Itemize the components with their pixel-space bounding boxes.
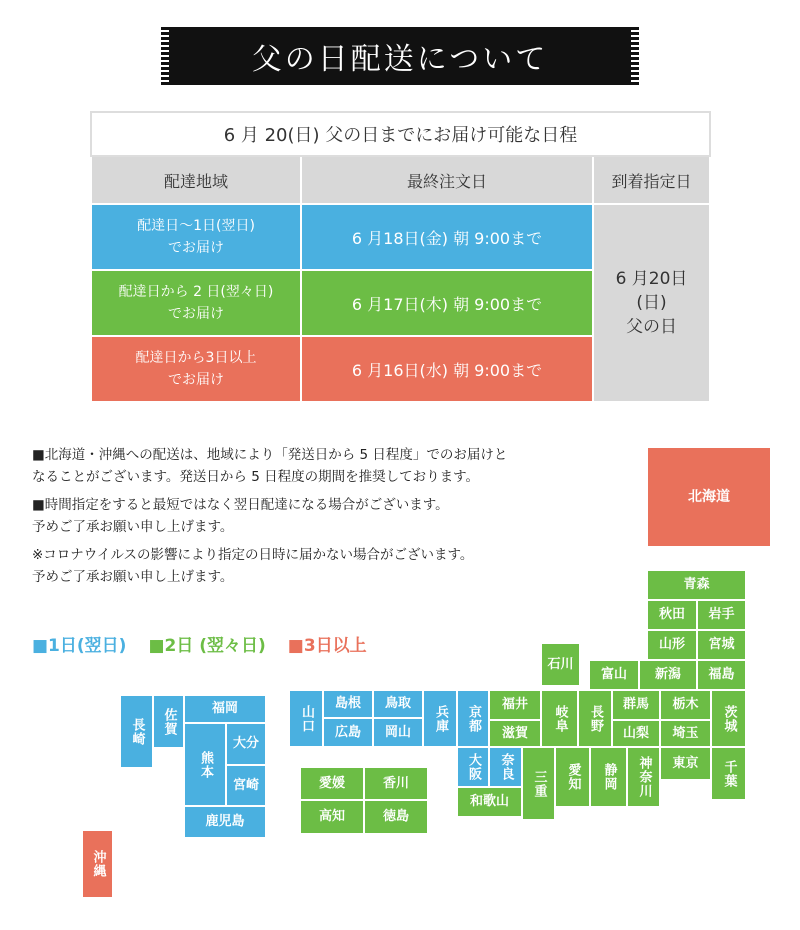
legend-blue: ■1日(翌日) [32, 636, 127, 656]
area-label: 配達日〜1日(翌日) [137, 218, 255, 234]
pref-okayama: 岡山 [373, 718, 423, 747]
header-area: 配達地域 [91, 156, 301, 204]
header-deadline: 最終注文日 [301, 156, 593, 204]
pref-yamagata: 山形 [647, 630, 697, 660]
pref-kyoto: 京都 [457, 690, 489, 747]
pref-nagasaki: 長崎 [120, 695, 153, 768]
pref-aichi: 愛知 [555, 747, 590, 807]
pref-shimane: 島根 [323, 690, 373, 718]
arrival-day: (日) [636, 293, 667, 313]
table-caption: 6 月 20(日) 父の日までにお届け可能な日程 [91, 112, 710, 156]
pref-kumamoto: 熊本 [184, 723, 226, 806]
pref-tottori: 鳥取 [373, 690, 423, 718]
pref-nagano: 長野 [578, 690, 612, 747]
pref-yamanashi: 山梨 [612, 720, 660, 747]
area-label: でお届け [168, 372, 224, 388]
pref-nara: 奈良 [489, 747, 522, 787]
pref-niigata: 新潟 [639, 660, 697, 690]
area-cell [91, 204, 301, 270]
pref-toyama: 富山 [589, 660, 639, 690]
pref-chiba: 千葉 [711, 747, 746, 800]
arrival-date: 6 月20日 [615, 269, 688, 289]
pref-shizuoka: 静岡 [590, 747, 627, 807]
deadline-cell: 6 月16日(水) 朝 9:00まで [301, 336, 593, 402]
pref-fukuoka: 福岡 [184, 695, 266, 723]
pref-tokyo: 東京 [660, 747, 711, 780]
deadline-cell: 6 月18日(金) 朝 9:00まで [301, 204, 593, 270]
pref-fukushima: 福島 [697, 660, 746, 690]
pref-miyazaki: 宮崎 [226, 765, 266, 806]
area-label: 配達日から 2 日(翌々日) [118, 284, 274, 300]
pref-ehime: 愛媛 [300, 767, 364, 800]
pref-wakayama: 和歌山 [457, 787, 522, 817]
legend [32, 631, 367, 656]
area-cell [91, 270, 301, 336]
delivery-schedule-table [90, 111, 711, 403]
area-label: でお届け [168, 240, 224, 256]
pref-kanagawa: 神奈川 [627, 747, 660, 807]
note-text: ■時間指定をすると最短ではなく翌日配達になる場合がございます。 予めご了承お願い申し上げます。 [32, 497, 449, 535]
pref-saitama: 埼玉 [660, 720, 711, 747]
pref-kochi: 高知 [300, 800, 364, 834]
table-row [91, 204, 710, 270]
pref-ishikawa: 石川 [541, 643, 580, 686]
arrival-cell [593, 204, 710, 402]
pref-mie: 三重 [522, 747, 555, 820]
pref-shiga: 滋賀 [489, 720, 541, 747]
pref-oita: 大分 [226, 723, 266, 765]
pref-ibaraki: 茨城 [711, 690, 746, 747]
area-label: 配達日から3日以上 [135, 350, 257, 366]
header-arrival: 到着指定日 [593, 156, 710, 204]
pref-gunma: 群馬 [612, 690, 660, 720]
legend-green: ■2日 (翌々日) [148, 636, 266, 656]
pref-aomori: 青森 [647, 570, 746, 600]
pref-iwate: 岩手 [697, 600, 746, 630]
pref-hyogo: 兵庫 [423, 690, 457, 747]
pref-tokushima: 徳島 [364, 800, 428, 834]
pref-miyagi: 宮城 [697, 630, 746, 660]
area-cell [91, 336, 301, 402]
deadline-cell: 6 月17日(木) 朝 9:00まで [301, 270, 593, 336]
pref-yamaguchi: 山口 [289, 690, 323, 747]
pref-akita: 秋田 [647, 600, 697, 630]
area-label: でお届け [168, 306, 224, 322]
pref-osaka: 大阪 [457, 747, 489, 787]
pref-saga: 佐賀 [153, 695, 184, 748]
note-text: ※コロナウイルスの影響により指定の日時に届かない場合がございます。 予めご了承お願い申し上げます。 [32, 547, 474, 585]
page-title: 父の日配送について [165, 27, 635, 85]
note-text: ■北海道・沖縄への配送は、地域により「発送日から 5 日程度」でのお届けと なることがございます。発送日から 5 日程度の期間を推奨しております。 [32, 447, 508, 485]
pref-gifu: 岐阜 [541, 690, 578, 747]
pref-okinawa: 沖縄 [82, 830, 113, 898]
pref-kagawa: 香川 [364, 767, 428, 800]
arrival-label: 父の日 [626, 317, 677, 337]
pref-kagoshima: 鹿児島 [184, 806, 266, 838]
notes [32, 444, 612, 594]
legend-red: ■3日以上 [287, 636, 367, 656]
pref-hiroshima: 広島 [323, 718, 373, 747]
pref-tochigi: 栃木 [660, 690, 711, 720]
pref-fukui: 福井 [489, 690, 541, 720]
pref-hokkaido: 北海道 [647, 447, 771, 547]
